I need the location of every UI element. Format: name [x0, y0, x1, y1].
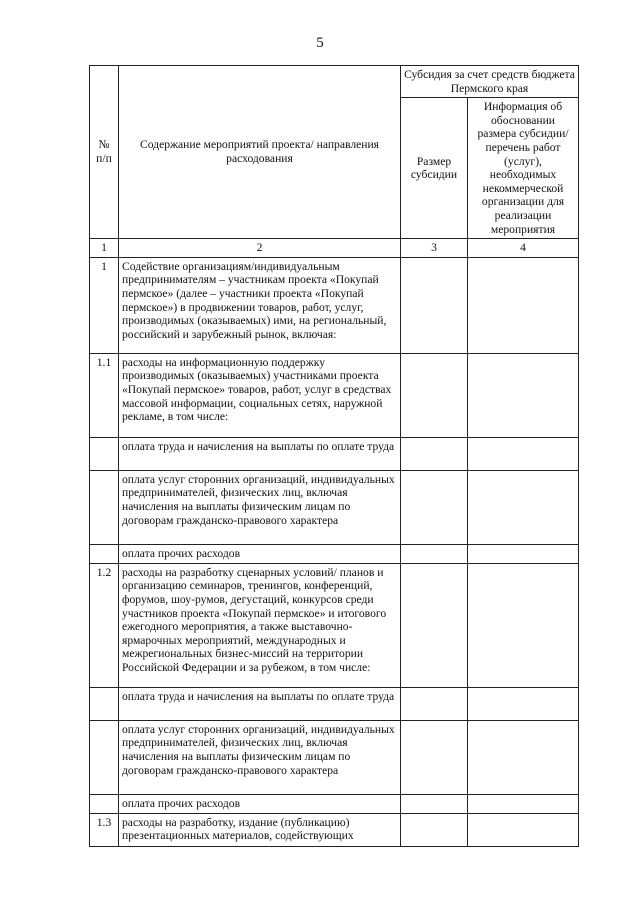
- row-size: [401, 257, 468, 353]
- header-subsidy-group: Субсидия за счет средств бюджета Пермского края: [401, 66, 579, 98]
- row-info: [468, 353, 579, 437]
- row-size: [401, 794, 468, 813]
- row-info: [468, 257, 579, 353]
- header-size: Размер субсидии: [401, 98, 468, 239]
- table-row: [90, 687, 579, 720]
- row-num: 1.2: [90, 563, 119, 687]
- col-number: 1: [90, 239, 119, 258]
- row-size: [401, 720, 468, 794]
- subsidy-table: [89, 65, 579, 847]
- header-num: № п/п: [90, 66, 119, 239]
- row-info: [468, 544, 579, 563]
- table-row: [90, 563, 579, 687]
- row-size: [401, 437, 468, 470]
- row-num: [90, 687, 119, 720]
- col-number: 2: [119, 239, 401, 258]
- row-size: [401, 563, 468, 687]
- row-text: оплата услуг сторонних организаций, индивидуальных предпринимателей, физических лиц, включая начисления на выплаты физическим лицам по договорам гражданско-правового характера: [119, 470, 401, 544]
- row-text: оплата услуг сторонних организаций, индивидуальных предпринимателей, физических лиц, включая начисления на выплаты физическим лицам по договорам гражданско-правового характера: [119, 720, 401, 794]
- table-row: [90, 544, 579, 563]
- table-row: [90, 437, 579, 470]
- header-content: Содержание мероприятий проекта/ направления расходования: [119, 66, 401, 239]
- row-text: оплата прочих расходов: [119, 544, 401, 563]
- table-row: [90, 257, 579, 353]
- row-text: Содействие организациям/индивидуальным предпринимателям – участникам проекта «Покупай пермское» (далее – участники проекта «Покупай пермское») в продвижении товаров, работ, услуг, производимых (оказываемых) ими, на региональный, российский и зарубежный рынок, включая:: [119, 257, 401, 353]
- header-info: Информация об обосновании размера субсидии/ перечень работ (услуг), необходимых некоммерческой организации для реализации мероприятия: [468, 98, 579, 239]
- table-row: [90, 470, 579, 544]
- row-num: 1.3: [90, 813, 119, 846]
- row-info: [468, 720, 579, 794]
- row-size: [401, 544, 468, 563]
- row-info: [468, 687, 579, 720]
- row-text: оплата прочих расходов: [119, 794, 401, 813]
- row-size: [401, 813, 468, 846]
- table-row: [90, 813, 579, 846]
- row-info: [468, 470, 579, 544]
- row-size: [401, 687, 468, 720]
- table-row: [90, 720, 579, 794]
- col-number: 4: [468, 239, 579, 258]
- row-info: [468, 794, 579, 813]
- row-num: 1: [90, 257, 119, 353]
- row-info: [468, 437, 579, 470]
- table-row: [90, 353, 579, 437]
- row-text: расходы на информационную поддержку производимых (оказываемых) участниками проекта «Покупай пермское» товаров, работ, услуг в средствах массовой информации, социальных сетях, наружной рекламе, в том числе:: [119, 353, 401, 437]
- column-numbers-row: [90, 239, 579, 258]
- row-num: [90, 437, 119, 470]
- row-size: [401, 470, 468, 544]
- row-text: расходы на разработку сценарных условий/ планов и организацию семинаров, тренингов, конференций, форумов, шоу-румов, дегустаций, конкурсов среди участников проекта «Покупай пермское» и итогового ежегодного мероприятия, а также выставочно-ярмарочных мероприятий, международных и межрегиональных бизнес-миссий на территории Российской Федерации и за рубежом, в том числе:: [119, 563, 401, 687]
- row-text: оплата труда и начисления на выплаты по оплате труда: [119, 687, 401, 720]
- row-num: [90, 470, 119, 544]
- col-number: 3: [401, 239, 468, 258]
- row-info: [468, 813, 579, 846]
- row-text: оплата труда и начисления на выплаты по оплате труда: [119, 437, 401, 470]
- table-row: [90, 794, 579, 813]
- row-size: [401, 353, 468, 437]
- row-num: [90, 794, 119, 813]
- row-num: [90, 720, 119, 794]
- row-num: 1.1: [90, 353, 119, 437]
- page-number: 5: [316, 35, 324, 51]
- row-text: расходы на разработку, издание (публикацию) презентационных материалов, содействующих: [119, 813, 401, 846]
- row-info: [468, 563, 579, 687]
- row-num: [90, 544, 119, 563]
